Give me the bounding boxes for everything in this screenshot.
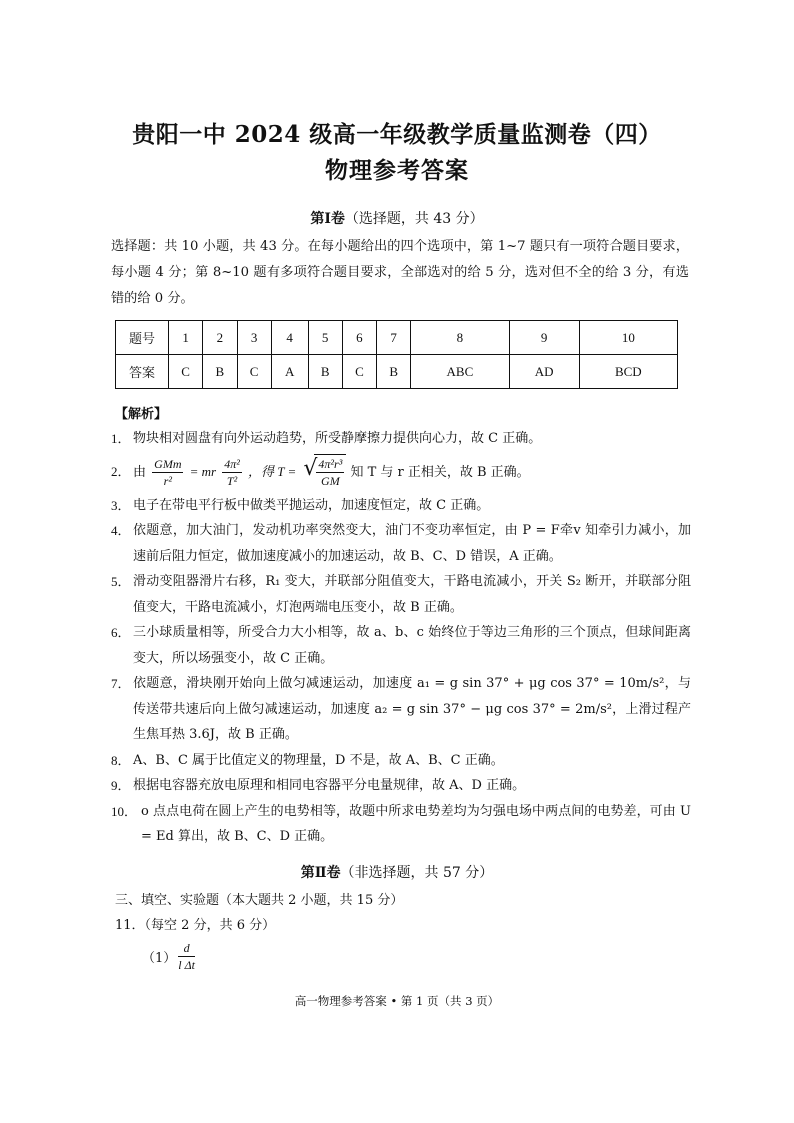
row-label: 题号	[116, 321, 169, 355]
part1-intro: 选择题：共 10 小题，共 43 分。在每小题给出的四个选项中，第 1~7 题只有一项符合题目要求，每小题 4 分；第 8~10 题有多项符合题目要求，全部选对的给 5 分，选对但不全的给 3 分，有选错的给 0 分。	[111, 239, 689, 306]
table-cell: B	[377, 355, 411, 389]
row-label: 答案	[116, 355, 169, 389]
list-item: 8． A、B、C 属于比值定义的物理量，D 不是，故 A、B、C 正确。	[111, 752, 504, 768]
doc-subtitle: 物理参考答案	[325, 157, 469, 184]
table-cell: 1	[169, 321, 203, 355]
table-cell: 4	[271, 321, 308, 355]
part2-heading: 第Ⅱ卷（非选择题，共 57 分）	[300, 865, 494, 881]
list-item: 1． 物块相对圆盘有向外运动趋势，所受静摩擦力提供向心力，故 C 正确。	[111, 431, 542, 446]
table-cell: 2	[203, 321, 237, 355]
list-item: 6． 三小球质量相等，所受合力大小相等，故 a、b、c 始终位于等边三角形的三个顶点，但球间距离变大，所以场强变小，故 C 正确。	[111, 625, 691, 666]
table-cell: ABC	[411, 355, 509, 389]
table-cell: B	[308, 355, 342, 389]
table-cell: 7	[377, 321, 411, 355]
formula-fraction: $\frac{\text{4π²}}{\text{T²}}$	[224, 456, 240, 488]
list-item: 5． 滑动变阻器滑片右移，R₁ 变大，并联部分阻值变大，干路电流减小，开关 S₂ 断开，并联部分阻值变大，干路电流减小，灯泡两端电压变小，故 B 正确。	[111, 574, 691, 615]
table-cell: 10	[579, 321, 677, 355]
formula-fraction: √ $\frac{\text{4π²r³}}{GM}$	[318, 456, 343, 488]
table-cell: A	[271, 355, 308, 389]
table-cell: C	[169, 355, 203, 389]
table-cell: B	[203, 355, 237, 389]
table-cell: AD	[509, 355, 579, 389]
sqrt-symbol	[314, 454, 346, 491]
page-footer: 高一物理参考答案 • 第 1 页（共 3 页）	[294, 994, 500, 1008]
formula-fraction: $\frac{\text{GMm}}{\text{r²}}$	[154, 456, 182, 488]
table-cell: 5	[308, 321, 342, 355]
section3-heading: 三、填空、实验题（本大题共 2 小题，共 15 分）	[115, 893, 404, 908]
table-cell: 3	[237, 321, 271, 355]
doc-title: 贵阳一中 2024 级高一年级教学质量监测卷（四）	[132, 121, 662, 148]
table-cell: 6	[342, 321, 376, 355]
table-cell: C	[342, 355, 376, 389]
table-cell: C	[237, 355, 271, 389]
table-row	[116, 321, 678, 355]
question-11: 11．（每空 2 分，共 6 分）	[115, 918, 276, 933]
table-cell: 9	[509, 321, 579, 355]
list-item: 3． 电子在带电平行板中做类平抛运动，加速度恒定，故 C 正确。	[111, 497, 490, 513]
list-item: 4． 依题意，加大油门，发动机功率突然变大，油门不变功率恒定，由 P = F牵v 知牵引力减小，加速前后阻力恒定，做加速度减小的加速运动，故 B、C、D 错误，A 正确。	[111, 523, 691, 564]
table-cell: BCD	[579, 355, 677, 389]
question-11-part1: （1） $\frac{d}{\text{l Δt}}$	[142, 941, 195, 972]
analysis-list	[111, 426, 691, 850]
list-item: 9． 根据电容器充放电原理和相同电容器平分电量规律，故 A、D 正确。	[111, 778, 526, 793]
list-item: 7． 依题意，滑块刚开始向上做匀减速运动，加速度 a₁ = g sin 37° + μg cos 37° = 10m/s²，与传送带共速后向上做匀减速运动，加速度 a₂ = g sin 37° − μg cos 37° = 2m/s²，上滑过程产生焦耳热 3.6J，故 B 正确。	[111, 676, 691, 742]
list-item: 2． 由 $\frac{\text{GMm}}{\text{r²}}$ = mr $\frac{\text{4π²}}{\text{T²}}$ ，得 T = √ $\frac{\text{4π²r³}}{GM}$ 知 T 与 r 正相关，故 B 正确。	[111, 454, 691, 491]
formula-fraction: $\frac{d}{\text{l Δt}}$	[178, 941, 195, 972]
analysis-heading: 【解析】	[115, 407, 168, 422]
answer-table	[115, 320, 678, 389]
table-cell: 8	[411, 321, 509, 355]
part1-heading: 第Ⅰ卷（选择题，共 43 分）	[310, 211, 484, 227]
list-item: 10． o 点点电荷在圆上产生的电势相等，故题中所求电势差均为匀强电场中两点间的电势差，可由 U = Ed 算出，故 B、C、D 正确。	[111, 803, 691, 844]
table-row	[116, 355, 678, 389]
